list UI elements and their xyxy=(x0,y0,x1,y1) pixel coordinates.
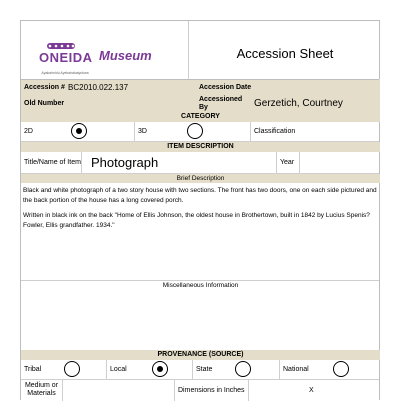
year-label: Year xyxy=(280,159,295,166)
dimensions-label: Dimensions in Inches xyxy=(178,387,245,394)
brief-description-paragraph-2: Written in black ink on the back "Home of Ellis Johnson, the oldest house in Brothertown, built in 1842 by Lucius Spenis? Fowler, Ellis grandfather. 1934." xyxy=(23,212,370,229)
provenance-local-label: Local xyxy=(110,366,127,373)
category-3d-radio[interactable] xyxy=(187,123,203,139)
medium-materials-value[interactable] xyxy=(65,383,171,397)
category-option-3d-label: 3D xyxy=(138,128,147,135)
classification-label: Classification xyxy=(254,128,296,135)
accessioned-by-value[interactable]: Gerzetich, Courtney xyxy=(254,98,343,109)
provenance-tribal-radio[interactable] xyxy=(64,361,80,377)
page-title: Accession Sheet xyxy=(236,46,334,61)
category-header: CATEGORY xyxy=(21,112,380,122)
provenance-local-radio[interactable] xyxy=(152,361,168,377)
misc-info-value[interactable] xyxy=(23,291,379,349)
title-name-label: Title/Name of Item xyxy=(24,159,81,166)
brief-description-label: Brief Description xyxy=(21,174,380,183)
provenance-national-label: National xyxy=(283,366,309,373)
provenance-national-radio[interactable] xyxy=(333,361,349,377)
dimensions-value[interactable] xyxy=(249,380,379,400)
dimensions-separator: X xyxy=(309,387,314,394)
museum-label: Museum xyxy=(99,48,152,63)
logo-tagline: Ayakahnidú Ayekahakatyukwa xyxy=(41,71,89,75)
classification-value[interactable] xyxy=(311,125,377,137)
brief-description-text[interactable] xyxy=(23,186,379,278)
provenance-state-label: State xyxy=(196,366,213,373)
category-2d-radio[interactable] xyxy=(71,123,87,139)
old-number-value[interactable] xyxy=(68,98,188,108)
accession-date-label: Accession Date xyxy=(199,84,252,91)
brief-description-paragraph-1: Black and white photograph of a two story house with two sections. The front has two doors, one on each side pictured and the back portion of the house has a long covered porch. xyxy=(23,187,377,204)
provenance-header: PROVENANCE (SOURCE) xyxy=(21,350,380,360)
accession-sheet xyxy=(20,20,380,400)
accession-number-label: Accession # xyxy=(24,84,65,91)
accession-date-value[interactable] xyxy=(253,83,373,93)
medium-materials-label: Medium or Materials xyxy=(24,382,59,397)
logo-wordmark: ONEIDA xyxy=(39,50,93,65)
provenance-state-radio[interactable] xyxy=(235,361,251,377)
accessioned-by-label: Accessioned By xyxy=(199,96,243,111)
item-description-header: ITEM DESCRIPTION xyxy=(21,142,380,152)
accession-number-value[interactable]: BC2010.022.137 xyxy=(68,83,129,92)
misc-info-label: Miscellaneous Information xyxy=(162,282,239,289)
oneida-logo xyxy=(25,37,105,81)
title-name-value[interactable]: Photograph xyxy=(91,155,159,170)
provenance-tribal-label: Tribal xyxy=(24,366,42,373)
year-value[interactable] xyxy=(303,156,377,169)
category-option-2d-label: 2D xyxy=(24,128,33,135)
old-number-label: Old Number xyxy=(24,100,65,107)
